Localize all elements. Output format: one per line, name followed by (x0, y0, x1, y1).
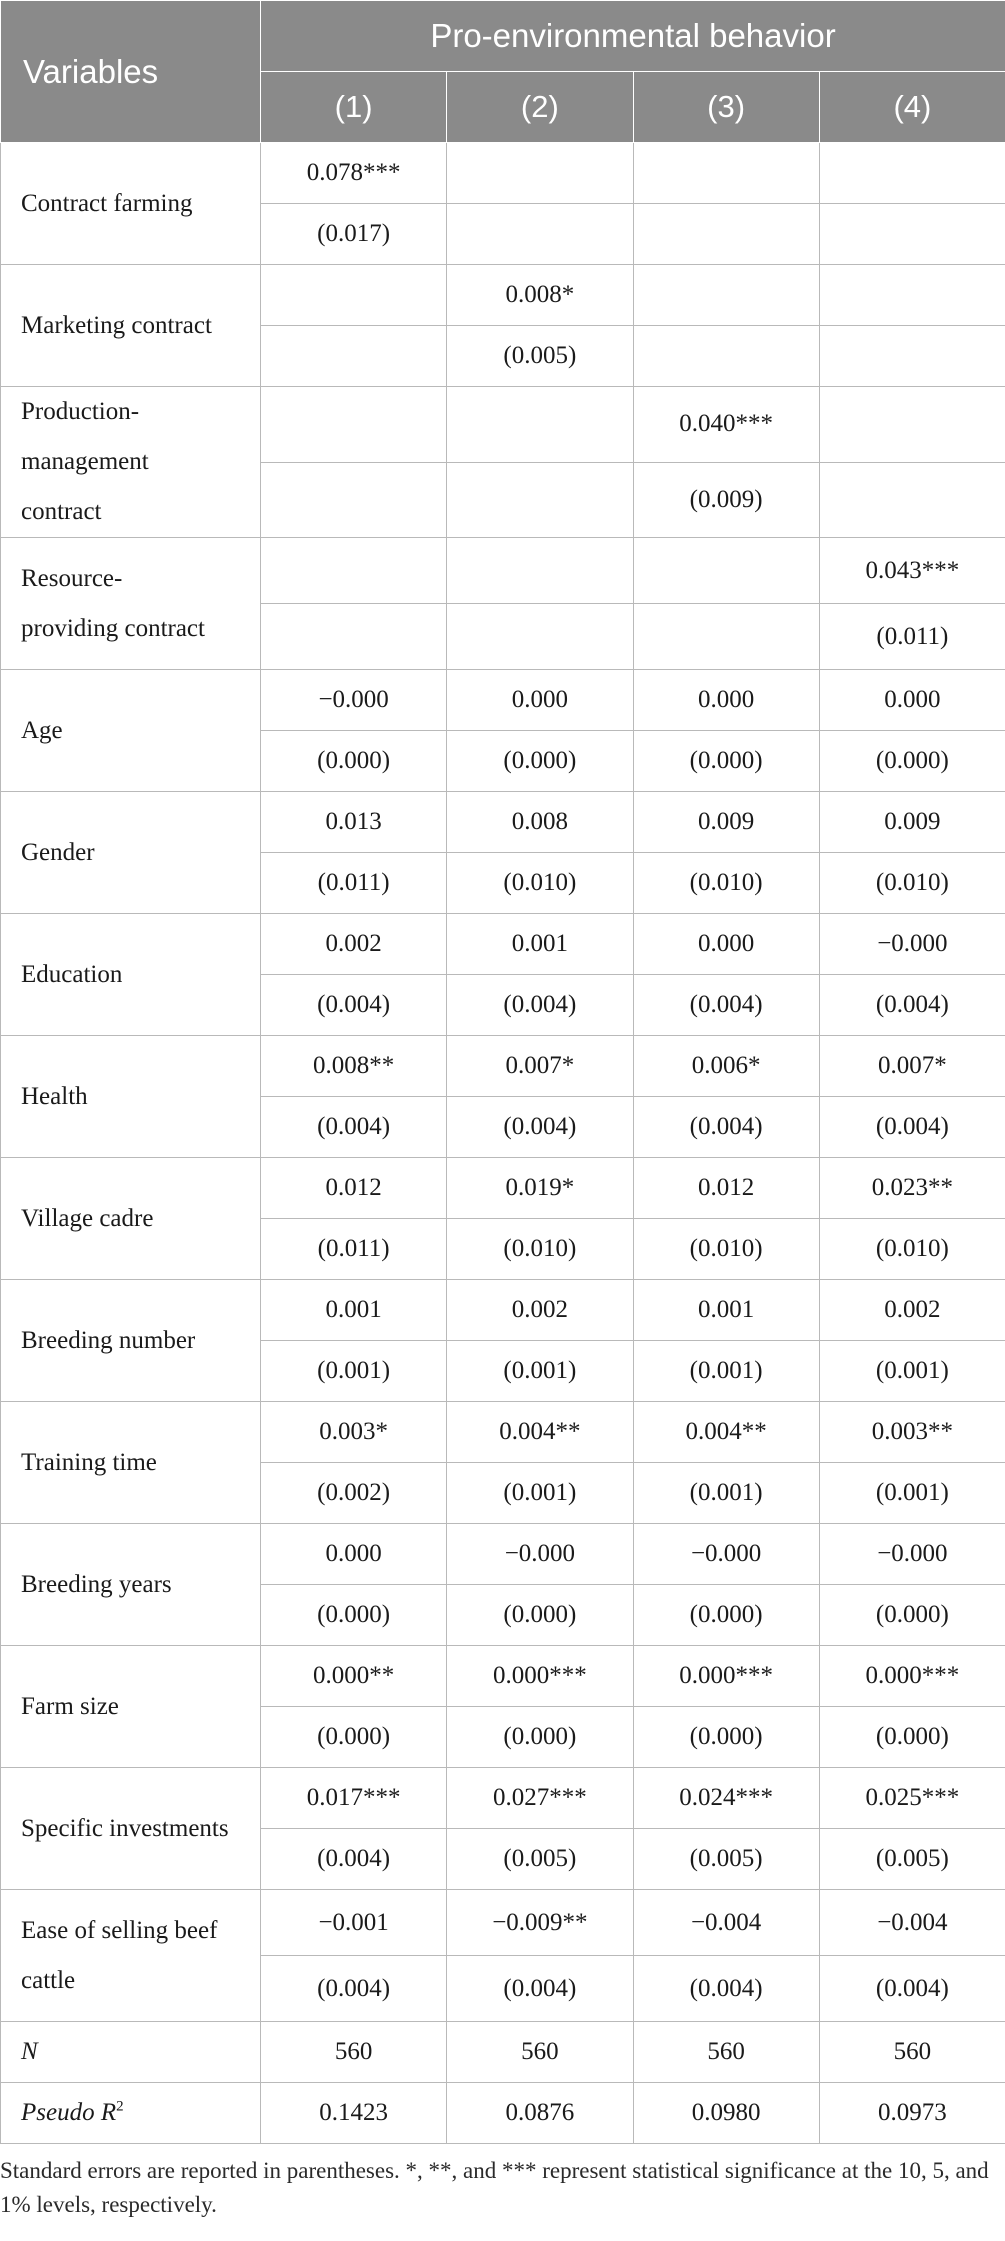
table-row-production-management-contract-coef (1, 387, 1005, 463)
standard-error-cell: (0.002) (261, 1463, 447, 1524)
variable-label: Contract farming (1, 143, 261, 265)
standard-error-cell: (0.000) (447, 1585, 633, 1646)
statistic-value-cell: 0.1423 (261, 2083, 447, 2144)
standard-error-cell: (0.004) (261, 1829, 447, 1890)
coefficient-cell: 0.000*** (447, 1646, 633, 1707)
coefficient-cell: 0.003** (819, 1402, 1005, 1463)
coefficient-cell: 0.013 (261, 792, 447, 853)
standard-error-cell: (0.005) (633, 1829, 819, 1890)
column-header-2: (2) (447, 72, 633, 143)
standard-error-cell: (0.004) (633, 1097, 819, 1158)
standard-error-cell: (0.005) (447, 1829, 633, 1890)
coefficient-cell: 0.001 (633, 1280, 819, 1341)
table-row-village-cadre-coef (1, 1158, 1005, 1219)
standard-error-cell (633, 326, 819, 387)
standard-error-cell: (0.001) (819, 1463, 1005, 1524)
standard-error-cell: (0.001) (633, 1463, 819, 1524)
coefficient-cell: 0.027*** (447, 1768, 633, 1829)
coefficient-cell: 0.023** (819, 1158, 1005, 1219)
table-row-age-coef (1, 670, 1005, 731)
variable-label: Health (1, 1036, 261, 1158)
standard-error-cell: (0.001) (633, 1341, 819, 1402)
coefficient-cell: 0.002 (447, 1280, 633, 1341)
standard-error-cell (633, 204, 819, 265)
table-row-stat (1, 2083, 1005, 2144)
standard-error-cell: (0.001) (819, 1341, 1005, 1402)
standard-error-cell (261, 326, 447, 387)
standard-error-cell (633, 604, 819, 670)
table-row-farm-size-coef (1, 1646, 1005, 1707)
coefficient-cell: 0.012 (261, 1158, 447, 1219)
coefficient-cell (819, 143, 1005, 204)
statistic-superscript: 2 (116, 2098, 124, 2115)
coefficient-cell: 0.007* (819, 1036, 1005, 1097)
standard-error-cell: (0.011) (819, 604, 1005, 670)
standard-error-cell (447, 462, 633, 538)
standard-error-cell (261, 462, 447, 538)
coefficient-cell: −0.000 (819, 914, 1005, 975)
coefficient-cell: −0.000 (447, 1524, 633, 1585)
coefficient-cell: −0.001 (261, 1890, 447, 1956)
standard-error-cell: (0.004) (819, 1956, 1005, 2022)
coefficient-cell (447, 387, 633, 463)
table-row-marketing-contract-coef (1, 265, 1005, 326)
statistic-value-cell: 0.0973 (819, 2083, 1005, 2144)
standard-error-cell: (0.005) (819, 1829, 1005, 1890)
statistic-value-cell: 0.0876 (447, 2083, 633, 2144)
statistic-label (1, 2022, 261, 2083)
coefficient-cell: 0.000 (261, 1524, 447, 1585)
statistic-value-cell: 560 (633, 2022, 819, 2083)
standard-error-cell: (0.004) (819, 975, 1005, 1036)
coefficient-cell: −0.000 (633, 1524, 819, 1585)
column-header-4: (4) (819, 72, 1005, 143)
coefficient-cell: 0.025*** (819, 1768, 1005, 1829)
variable-label: Production- management contract (1, 387, 261, 538)
variable-label: Breeding number (1, 1280, 261, 1402)
table-row-health-coef (1, 1036, 1005, 1097)
table-row-resource-providing-contract-coef (1, 538, 1005, 604)
table-header (1, 1, 1005, 143)
variable-label: Age (1, 670, 261, 792)
coefficient-cell: −0.004 (633, 1890, 819, 1956)
table-row-breeding-years-coef (1, 1524, 1005, 1585)
standard-error-cell: (0.000) (819, 1585, 1005, 1646)
standard-error-cell: (0.004) (633, 1956, 819, 2022)
coefficient-cell (261, 265, 447, 326)
coefficient-cell: 0.078*** (261, 143, 447, 204)
standard-error-cell: (0.017) (261, 204, 447, 265)
variable-label: Marketing contract (1, 265, 261, 387)
standard-error-cell: (0.011) (261, 853, 447, 914)
coefficient-cell: 0.019* (447, 1158, 633, 1219)
variables-header: Variables (1, 1, 261, 143)
standard-error-cell: (0.004) (819, 1097, 1005, 1158)
standard-error-cell: (0.010) (819, 1219, 1005, 1280)
coefficient-cell: 0.017*** (261, 1768, 447, 1829)
standard-error-cell: (0.000) (447, 731, 633, 792)
standard-error-cell: (0.010) (633, 853, 819, 914)
standard-error-cell: (0.001) (447, 1463, 633, 1524)
variable-label: Resource- providing contract (1, 538, 261, 670)
standard-error-cell (261, 604, 447, 670)
coefficient-cell: −0.004 (819, 1890, 1005, 1956)
column-header-1: (1) (261, 72, 447, 143)
standard-error-cell: (0.000) (261, 1707, 447, 1768)
coefficient-cell: 0.004** (447, 1402, 633, 1463)
variable-label: Gender (1, 792, 261, 914)
standard-error-cell: (0.010) (447, 1219, 633, 1280)
coefficient-cell: 0.006* (633, 1036, 819, 1097)
variable-label: Breeding years (1, 1524, 261, 1646)
coefficient-cell (633, 143, 819, 204)
standard-error-cell: (0.010) (633, 1219, 819, 1280)
standard-error-cell: (0.000) (633, 731, 819, 792)
column-header-3: (3) (633, 72, 819, 143)
standard-error-cell: (0.010) (819, 853, 1005, 914)
coefficient-cell: 0.024*** (633, 1768, 819, 1829)
statistic-value-cell: 560 (261, 2022, 447, 2083)
standard-error-cell: (0.004) (447, 1097, 633, 1158)
statistic-value-cell: 0.0980 (633, 2083, 819, 2144)
coefficient-cell: 0.000** (261, 1646, 447, 1707)
coefficient-cell: 0.000 (633, 914, 819, 975)
variable-label: Training time (1, 1402, 261, 1524)
table-row-ease-of-selling-beef-cattle-coef (1, 1890, 1005, 1956)
standard-error-cell (819, 462, 1005, 538)
coefficient-cell: 0.000*** (819, 1646, 1005, 1707)
coefficient-cell: 0.008** (261, 1036, 447, 1097)
coefficient-cell: −0.000 (261, 670, 447, 731)
coefficient-cell: 0.001 (447, 914, 633, 975)
coefficient-cell: 0.008 (447, 792, 633, 853)
standard-error-cell: (0.011) (261, 1219, 447, 1280)
table-row-stat (1, 2022, 1005, 2083)
coefficient-cell (447, 538, 633, 604)
standard-error-cell: (0.004) (633, 975, 819, 1036)
coefficient-cell: 0.007* (447, 1036, 633, 1097)
standard-error-cell: (0.004) (261, 1956, 447, 2022)
variable-label: Village cadre (1, 1158, 261, 1280)
coefficient-cell: 0.004** (633, 1402, 819, 1463)
coefficient-cell: 0.002 (819, 1280, 1005, 1341)
coefficient-cell (633, 265, 819, 326)
table-row-breeding-number-coef (1, 1280, 1005, 1341)
standard-error-cell: (0.009) (633, 462, 819, 538)
standard-error-cell: (0.000) (261, 1585, 447, 1646)
standard-error-cell: (0.004) (261, 975, 447, 1036)
standard-error-cell (819, 204, 1005, 265)
variable-label: Farm size (1, 1646, 261, 1768)
coefficient-cell (819, 387, 1005, 463)
coefficient-cell: 0.003* (261, 1402, 447, 1463)
standard-error-cell: (0.004) (447, 1956, 633, 2022)
standard-error-cell: (0.010) (447, 853, 633, 914)
statistic-name: Pseudo R (21, 2099, 117, 2126)
statistic-value-cell: 560 (819, 2022, 1005, 2083)
table-row-specific-investments-coef (1, 1768, 1005, 1829)
coefficient-cell: 0.009 (819, 792, 1005, 853)
variable-label: Ease of selling beef cattle (1, 1890, 261, 2022)
standard-error-cell (447, 204, 633, 265)
table-note: Standard errors are reported in parentheses. *, **, and *** represent statistical significance at the 10, 5, and 1% levels, respectively. (0, 2158, 989, 2217)
coefficient-cell: 0.009 (633, 792, 819, 853)
coefficient-cell: 0.008* (447, 265, 633, 326)
variable-label: Education (1, 914, 261, 1036)
standard-error-cell: (0.000) (261, 731, 447, 792)
coefficient-cell (819, 265, 1005, 326)
standard-error-cell: (0.004) (261, 1097, 447, 1158)
coefficient-cell (633, 538, 819, 604)
variable-label: Specific investments (1, 1768, 261, 1890)
table-row-gender-coef (1, 792, 1005, 853)
coefficient-cell: 0.002 (261, 914, 447, 975)
coefficient-cell (261, 538, 447, 604)
coefficient-cell (447, 143, 633, 204)
standard-error-cell: (0.000) (633, 1585, 819, 1646)
statistic-name: N (21, 2038, 38, 2065)
coefficient-cell: 0.000*** (633, 1646, 819, 1707)
coefficient-cell: 0.043*** (819, 538, 1005, 604)
standard-error-cell: (0.000) (633, 1707, 819, 1768)
table-row-education-coef (1, 914, 1005, 975)
coefficient-cell: 0.040*** (633, 387, 819, 463)
standard-error-cell: (0.000) (819, 731, 1005, 792)
table-row-contract-farming-coef (1, 143, 1005, 204)
standard-error-cell: (0.000) (819, 1707, 1005, 1768)
standard-error-cell: (0.004) (447, 975, 633, 1036)
coefficient-cell (261, 387, 447, 463)
standard-error-cell (447, 604, 633, 670)
statistic-label (1, 2083, 261, 2144)
coefficient-cell: −0.000 (819, 1524, 1005, 1585)
coefficient-cell: 0.000 (447, 670, 633, 731)
table-body (1, 143, 1005, 2144)
standard-error-cell: (0.001) (447, 1341, 633, 1402)
standard-error-cell: (0.000) (447, 1707, 633, 1768)
standard-error-cell (819, 326, 1005, 387)
coefficient-cell: −0.009** (447, 1890, 633, 1956)
coefficient-cell: 0.001 (261, 1280, 447, 1341)
table-row-training-time-coef (1, 1402, 1005, 1463)
standard-error-cell: (0.005) (447, 326, 633, 387)
dependent-variable-header: Pro-environmental behavior (261, 1, 1005, 72)
standard-error-cell: (0.001) (261, 1341, 447, 1402)
coefficient-cell: 0.000 (819, 670, 1005, 731)
statistic-value-cell: 560 (447, 2022, 633, 2083)
coefficient-cell: 0.000 (633, 670, 819, 731)
coefficient-cell: 0.012 (633, 1158, 819, 1219)
